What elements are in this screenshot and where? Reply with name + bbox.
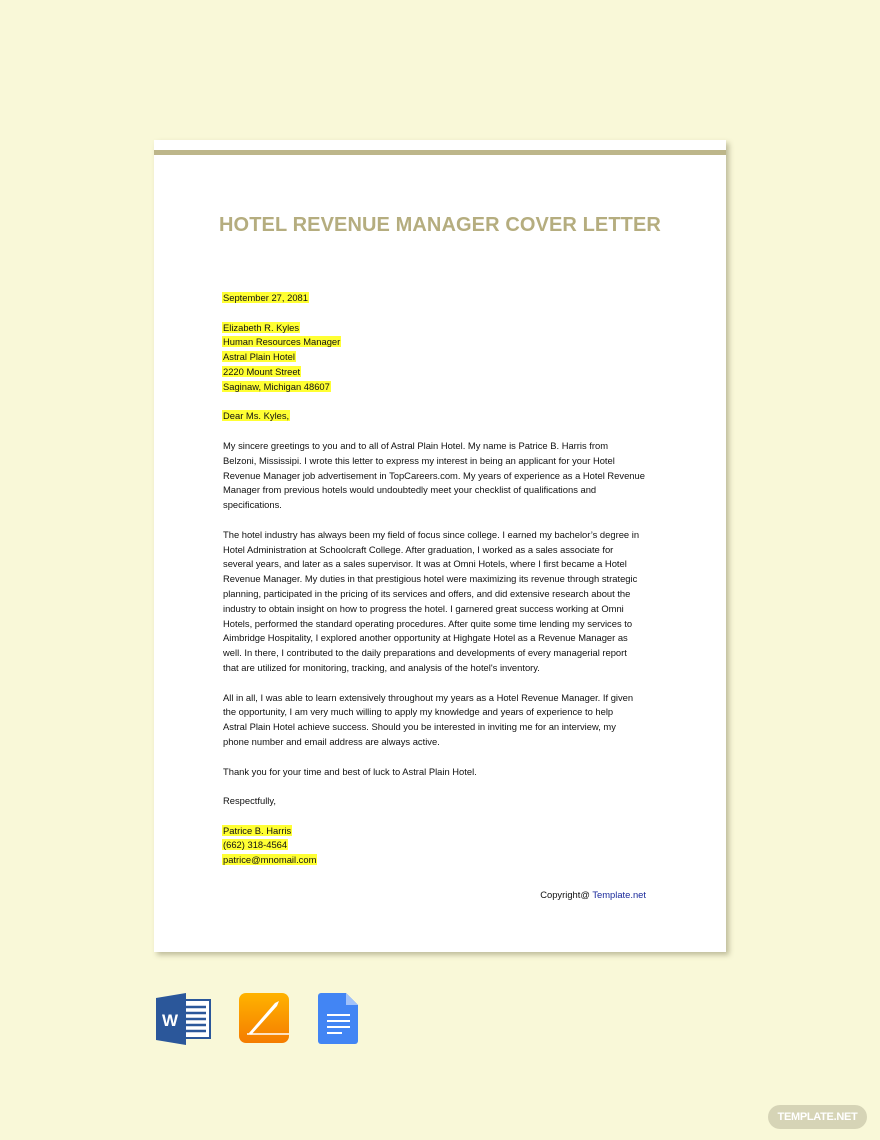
line-text: Astral Plain Hotel achieve success. Should you be interested in inviting me for an interview, my bbox=[223, 721, 616, 733]
highlighted-block bbox=[223, 291, 673, 306]
text-line bbox=[223, 335, 673, 350]
text-line bbox=[223, 631, 673, 646]
line-text: Aimbridge Hospitality, I explored another opportunity at Highgate Hotel as a Revenue Manager as bbox=[223, 632, 628, 644]
text-line bbox=[223, 765, 673, 780]
line-text: Revenue Manager. My duties in that prestigious hotel were maximizing its revenue through strategic bbox=[223, 573, 638, 585]
paragraph bbox=[223, 528, 673, 676]
line-text: specifications. bbox=[223, 499, 282, 511]
line-text: Dear Ms. Kyles, bbox=[223, 410, 290, 422]
text-line bbox=[223, 587, 673, 602]
text-line bbox=[223, 350, 673, 365]
line-text: that are utilized for monitoring, tracking, and analysis of the hotel's inventory. bbox=[223, 661, 540, 673]
line-text: Belzoni, Mississipi. I wrote this letter to express my interest in being an applicant for your Hotel bbox=[223, 454, 615, 466]
line-text: My sincere greetings to you and to all of Astral Plain Hotel. My name is Patrice B. Harris from bbox=[223, 439, 609, 451]
text-line bbox=[223, 365, 673, 380]
copyright bbox=[540, 889, 646, 900]
line-text: planning, participated in the pricing of its services and offers, and did extensive research about the bbox=[223, 587, 631, 599]
line-text: All in all, I was able to learn extensively throughout my years as a Hotel Revenue Manager. If given bbox=[223, 691, 634, 703]
line-text: The hotel industry has always been my field of focus since college. I earned my bachelor’s degree in bbox=[223, 528, 640, 540]
line-text: several years, and later as a sales supervisor. It was at Omni Hotels, where I first became a Hotel bbox=[223, 558, 627, 570]
letter-body bbox=[223, 291, 673, 868]
text-line bbox=[223, 321, 673, 336]
line-text: Revenue Manager job advertisement in TopCareers.com. My years of experience as a Hotel Revenue bbox=[223, 469, 645, 481]
template-net-watermark: TEMPLATE.NET bbox=[768, 1105, 867, 1129]
paragraph-gap bbox=[223, 424, 673, 439]
line-text: Hotel Administration at Schoolcraft College. After graduation, I worked as a sales associate for bbox=[223, 543, 614, 555]
line-text: (662) 318-4564 bbox=[223, 839, 288, 851]
text-line bbox=[223, 705, 673, 720]
text-line bbox=[223, 572, 673, 587]
text-line bbox=[223, 735, 673, 750]
page-title: HOTEL REVENUE MANAGER COVER LETTER bbox=[219, 214, 661, 236]
text-line bbox=[223, 720, 673, 735]
paragraph-gap bbox=[223, 750, 673, 765]
pages-icon[interactable] bbox=[239, 993, 291, 1045]
line-text: Saginaw, Michigan 48607 bbox=[223, 380, 330, 392]
text-line bbox=[223, 439, 673, 454]
paragraph-gap bbox=[223, 779, 673, 794]
google-docs-icon[interactable] bbox=[318, 993, 360, 1045]
paragraph bbox=[223, 691, 673, 750]
text-line bbox=[223, 469, 673, 484]
line-text: industry to obtain insight on how to progress the hotel. I garnered great success working at Omni bbox=[223, 602, 624, 614]
paragraph-gap bbox=[223, 306, 673, 321]
line-text: September 27, 2081 bbox=[223, 292, 308, 303]
text-line bbox=[223, 291, 673, 306]
paragraph-gap bbox=[223, 676, 673, 691]
line-text: Astral Plain Hotel bbox=[223, 351, 295, 363]
text-line bbox=[223, 661, 673, 676]
text-line bbox=[223, 557, 673, 572]
line-text: patrice@mnomail.com bbox=[223, 854, 317, 866]
text-line bbox=[223, 853, 673, 868]
document-page bbox=[154, 140, 726, 952]
text-line bbox=[223, 691, 673, 706]
paragraph-gap bbox=[223, 395, 673, 410]
paragraph-gap bbox=[223, 513, 673, 528]
text-line bbox=[223, 380, 673, 395]
line-text: Thank you for your time and best of luck to Astral Plain Hotel. bbox=[223, 765, 477, 777]
line-text: well. In there, I contributed to the daily preparations and developments of every managerial report bbox=[223, 647, 627, 659]
paragraph bbox=[223, 794, 673, 809]
text-line bbox=[223, 483, 673, 498]
copyright-label: Copyright@ bbox=[540, 889, 593, 900]
paragraph bbox=[223, 765, 673, 780]
text-line bbox=[223, 528, 673, 543]
line-text: 2220 Mount Street bbox=[223, 365, 301, 377]
text-line bbox=[223, 454, 673, 469]
text-line bbox=[223, 409, 673, 424]
line-text: phone number and email address are always active. bbox=[223, 735, 440, 747]
text-line bbox=[223, 617, 673, 632]
line-text: Respectfully, bbox=[223, 795, 276, 807]
line-text: Hotels, performed the standard operating procedures. After quite some time lending my services to bbox=[223, 617, 633, 629]
svg-text:W: W bbox=[161, 1011, 179, 1030]
line-text: Manager from previous hotels would undoubtedly meet your checklist of qualifications and bbox=[223, 484, 597, 496]
text-line bbox=[223, 838, 673, 853]
text-line bbox=[223, 794, 673, 809]
highlighted-block bbox=[223, 824, 673, 868]
paragraph-gap bbox=[223, 809, 673, 824]
text-line bbox=[223, 602, 673, 617]
line-text: Human Resources Manager bbox=[223, 336, 341, 348]
highlighted-block bbox=[223, 409, 673, 424]
copyright-link[interactable]: Template.net bbox=[592, 889, 646, 900]
word-icon[interactable] bbox=[156, 993, 212, 1045]
text-line bbox=[223, 498, 673, 513]
text-line bbox=[223, 646, 673, 661]
line-text: the opportunity, I am very much willing to apply my knowledge and years of experience to help bbox=[223, 706, 614, 718]
text-line bbox=[223, 824, 673, 839]
highlighted-block bbox=[223, 321, 673, 395]
header-rule bbox=[154, 150, 726, 155]
text-line bbox=[223, 543, 673, 558]
paragraph bbox=[223, 439, 673, 513]
line-text: Patrice B. Harris bbox=[223, 824, 292, 836]
line-text: Elizabeth R. Kyles bbox=[223, 321, 300, 333]
